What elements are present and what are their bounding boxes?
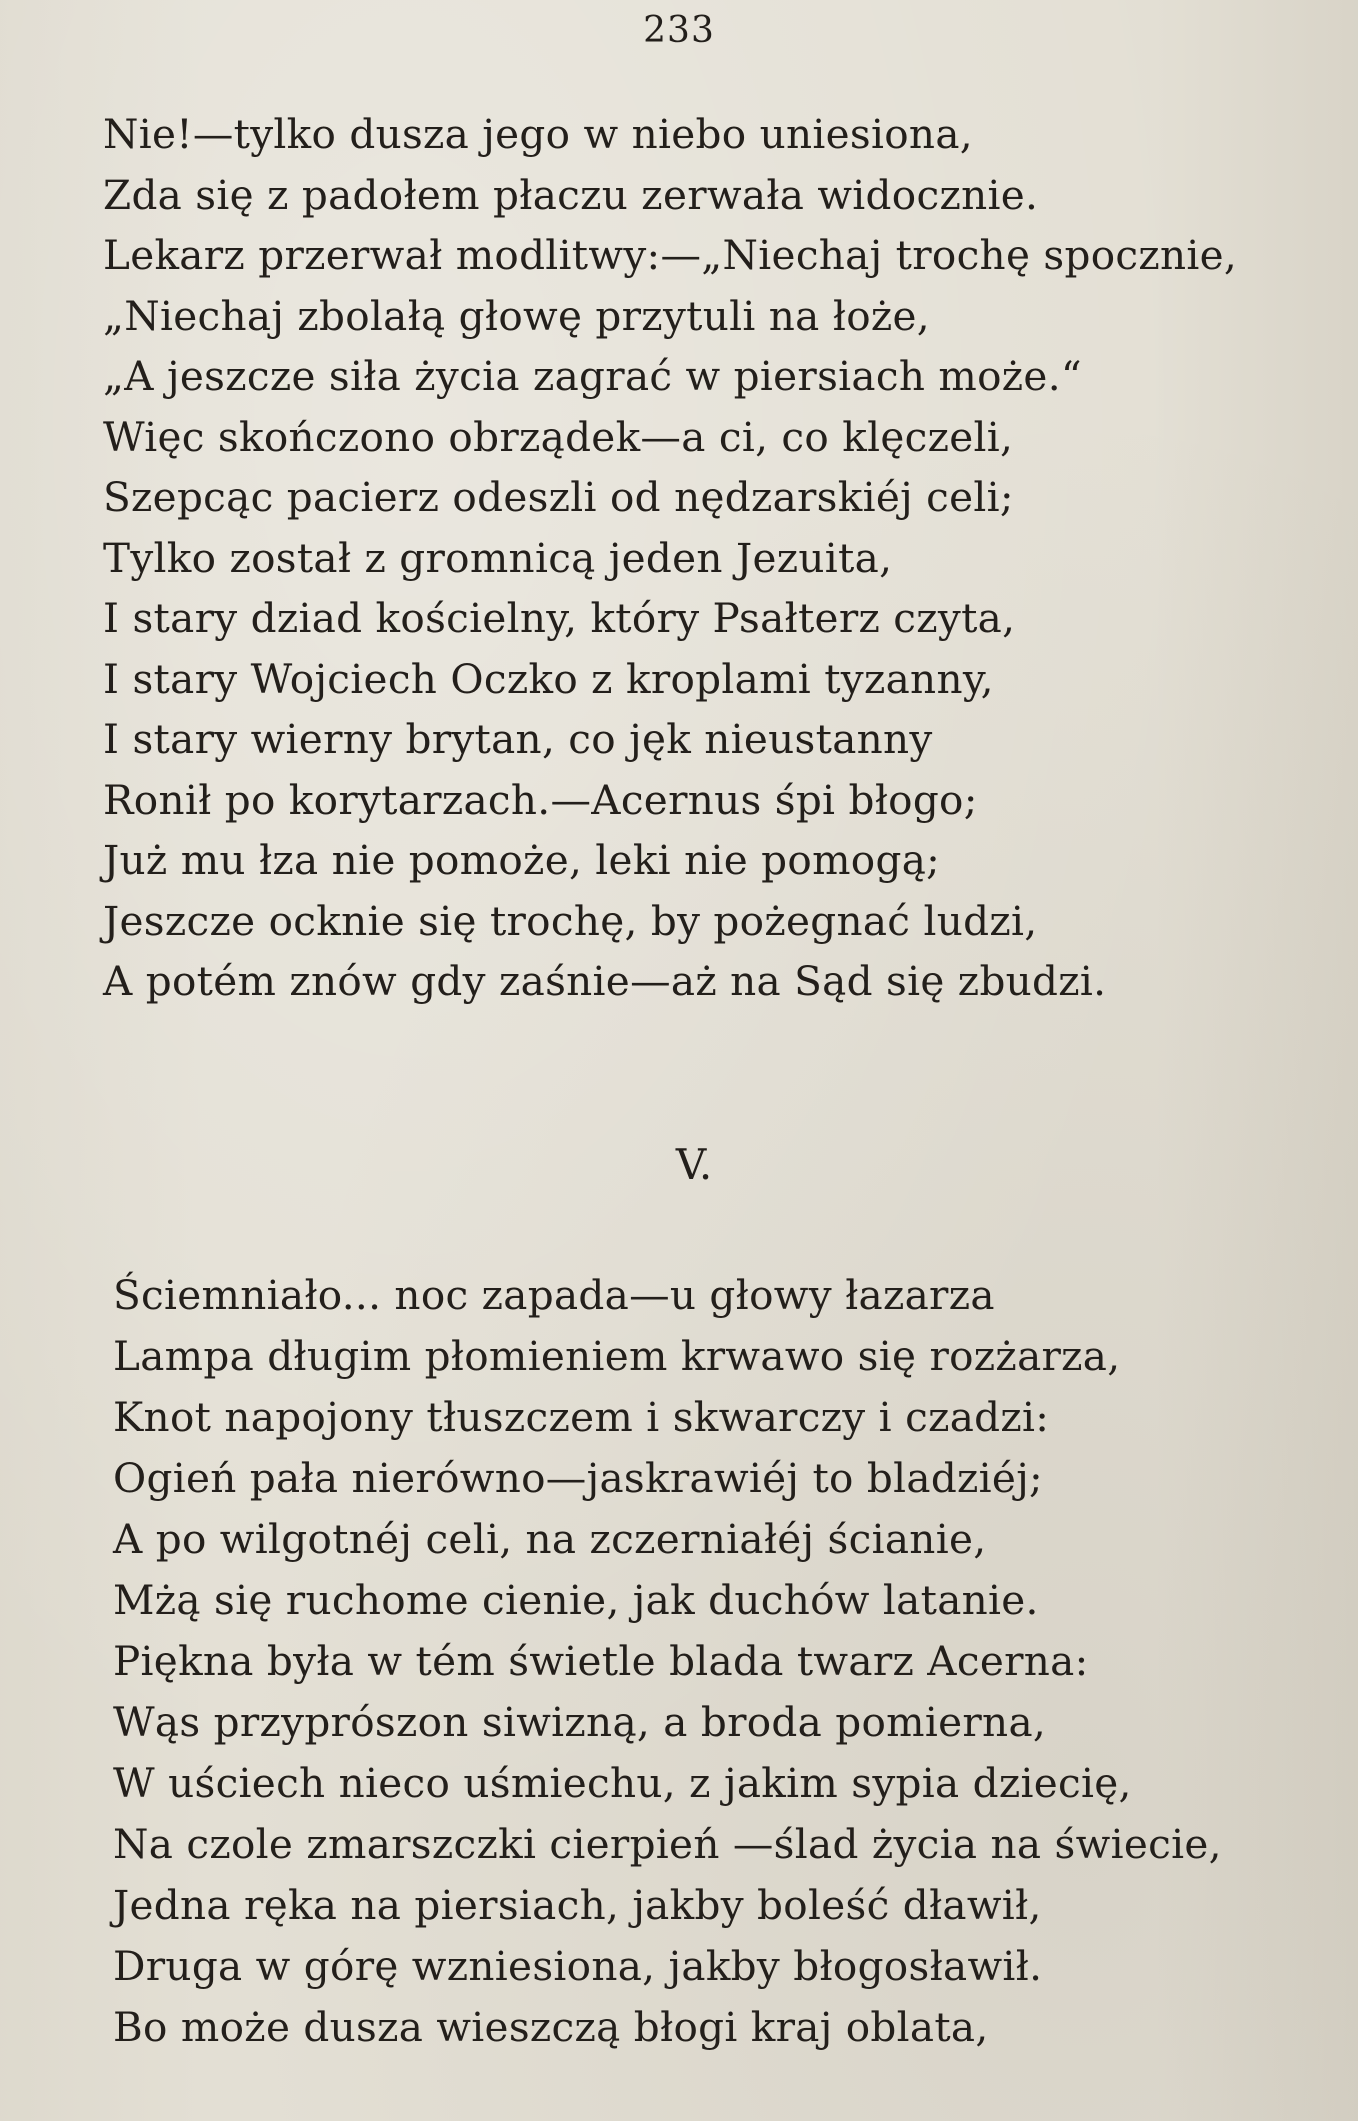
- section-heading: V.: [675, 1140, 713, 1189]
- verse-line: I stary wierny brytan, co jęk nieustanny: [103, 715, 933, 763]
- verse-line: Zda się z padołem płaczu zerwała widocznie.: [103, 170, 1039, 219]
- verse-line: W uściech nieco uśmiechu, z jakim sypia dziecię,: [113, 1759, 1132, 1807]
- stanza-1: [103, 104, 1237, 1012]
- verse-line: Mżą się ruchome cienie, jak duchów latanie.: [113, 1576, 1039, 1624]
- verse-line: I stary dziad kościelny, który Psałterz czyta,: [103, 594, 1016, 642]
- page-number: 233: [643, 10, 715, 51]
- verse-line: Ronił po korytarzach.—Acernus śpi błogo;: [103, 775, 978, 824]
- verse-line: Tylko został z gromnicą jeden Jezuita,: [103, 533, 893, 582]
- verse-line: Knot napojony tłuszczem i skwarczy i czadzi:: [113, 1393, 1050, 1441]
- verse-line: Bo może dusza wieszczą błogi kraj oblata,: [113, 2003, 989, 2051]
- verse-line: A po wilgotnéj celi, na zczerniałéj ścianie,: [113, 1515, 987, 1563]
- verse-line: Wąs przyprószon siwizną, a broda pomierna,: [113, 1698, 1047, 1746]
- verse-line: A potém znów gdy zaśnie—aż na Sąd się zbudzi.: [103, 957, 1107, 1005]
- verse-line: „Niechaj zbolałą głowę przytuli na łoże,: [103, 291, 930, 340]
- verse-line: I stary Wojciech Oczko z kroplami tyzanny,: [103, 654, 994, 703]
- verse-line: Na czole zmarszczki cierpień —ślad życia na świecie,: [113, 1820, 1222, 1868]
- verse-line: Piękna była w tém świetle blada twarz Acerna:: [113, 1637, 1089, 1685]
- verse-line: Ogień pała nierówno—jaskrawiéj to bladziéj;: [113, 1454, 1044, 1502]
- verse-line: Szepcąc pacierz odeszli od nędzarskiéj celi;: [103, 473, 1014, 521]
- verse-line: Lampa długim płomieniem krwawo się rozżarza,: [113, 1332, 1121, 1380]
- verse-line: Jeszcze ocknie się trochę, by pożegnać ludzi,: [103, 896, 1038, 945]
- verse-line: Lekarz przerwał modlitwy:—„Niechaj trochę spocznie,: [103, 231, 1238, 279]
- verse-line: „A jeszcze siła życia zagrać w piersiach może.“: [103, 352, 1082, 400]
- verse-line: Więc skończono obrządek—a ci, co klęczeli,: [103, 412, 1014, 461]
- verse-line: Jedna ręka na piersiach, jakby boleść dławił,: [113, 1881, 1042, 1929]
- verse-line: Już mu łza nie pomoże, leki nie pomogą;: [103, 836, 941, 884]
- verse-line: Ściemniało... noc zapada—u głowy łazarza: [113, 1271, 995, 1319]
- verse-line: Druga w górę wzniesiona, jakby błogosławił.: [113, 1942, 1043, 1990]
- verse-line: Nie!—tylko dusza jego w niebo uniesiona,: [103, 110, 973, 158]
- stanza-2: [113, 1265, 1222, 2058]
